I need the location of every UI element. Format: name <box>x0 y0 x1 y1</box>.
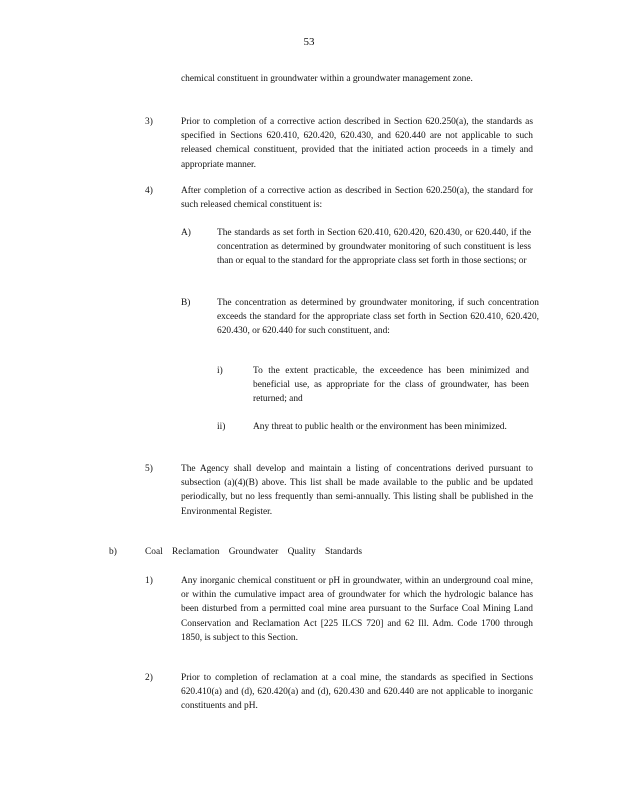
item-marker-A: A) <box>181 228 191 238</box>
item-marker-b2: 2) <box>145 673 153 683</box>
continued-paragraph: chemical constituent in groundwater within a groundwater management zone. <box>181 74 473 84</box>
page-number: 53 <box>303 36 315 48</box>
item-marker-ii: ii) <box>217 422 226 432</box>
item-text-3: Prior to completion of a corrective action described in Section 620.250(a), the standards as specified in Sections 620.410, 620.420, 620.430, and 620.440 are not applicable to such released chemical constituent, provided that the initiated action proceeds in a timely and appropriate manner. <box>181 117 533 170</box>
item-text-5: The Agency shall develop and maintain a listing of concentrations derived pursuant to subsection (a)(4)(B) above. This list shall be made available to the public and be updated periodically, but no less frequently than semi-annually. This listing shall be published in the Environmental Register. <box>181 464 533 517</box>
item-text-b1: Any inorganic chemical constituent or pH in groundwater, within an underground coal mine, or within the cumulative impact area of groundwater for which the hydrologic balance has been disturbed from a permitted coal mine area pursuant to the Surface Coal Mining Land Conservation and Reclamation Act [225 ILCS 720] and 62 Ill. Adm. Code 1700 through 1850, is subject to this Section. <box>181 576 533 643</box>
item-text-ii: Any threat to public health or the environment has been minimized. <box>253 422 507 432</box>
item-text-b2: Prior to completion of reclamation at a coal mine, the standards as specified in Sections 620.410(a) and (d), 620.420(a) and (d), 620.430 and 620.440 are not applicable to inorganic constituents and pH. <box>181 673 533 712</box>
item-text-4: After completion of a corrective action as described in Section 620.250(a), the standard for such released chemical constituent is: <box>181 186 533 211</box>
item-marker-3: 3) <box>145 117 153 127</box>
item-marker-b1: 1) <box>145 576 153 586</box>
section-heading-b: Coal Reclamation Groundwater Quality Standards <box>145 547 363 557</box>
item-text-A: The standards as set forth in Section 620.410, 620.420, 620.430, or 620.440, if the concentration as determined by groundwater monitoring of such constituent is less than or equal to the standard for the appropriate class set forth in those sections; or <box>217 228 531 267</box>
item-marker-4: 4) <box>145 186 153 196</box>
item-marker-i: i) <box>217 366 223 376</box>
item-text-B: The concentration as determined by groundwater monitoring, if such concentration exceeds the standard for the appropriate class set forth in Section 620.410, 620.420, 620.430, or 620.440 for such constituent, and: <box>217 298 539 337</box>
section-marker-b: b) <box>109 547 117 557</box>
item-marker-B: B) <box>181 298 191 308</box>
item-marker-5: 5) <box>145 464 153 474</box>
item-text-i: To the extent practicable, the exceedence has been minimized and beneficial use, as appropriate for the class of groundwater, has been returned; and <box>253 366 529 405</box>
